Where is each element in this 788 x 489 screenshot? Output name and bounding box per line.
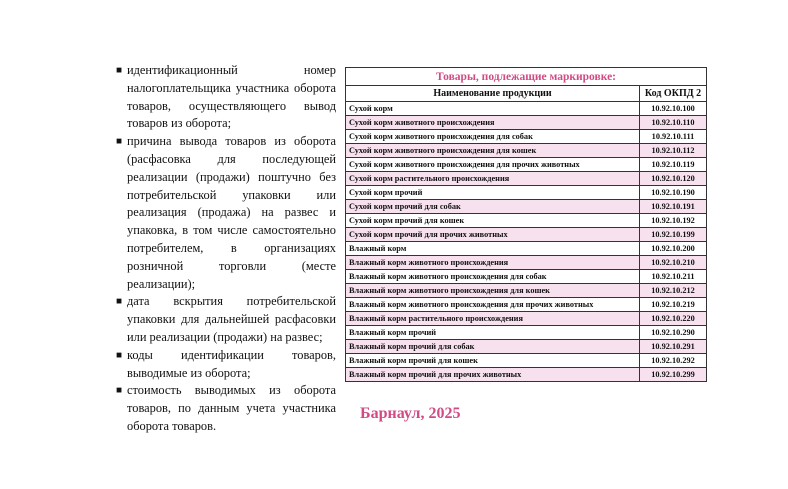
table-title: Товары, подлежащие маркировке: <box>346 68 707 86</box>
table-row <box>346 116 707 130</box>
table-row <box>346 312 707 326</box>
product-name-cell: Сухой корм животного происхождения для собак <box>346 130 640 144</box>
bullet-icon: ■ <box>116 349 123 361</box>
marking-table-block <box>345 67 707 382</box>
bullet-icon: ■ <box>116 136 123 148</box>
okpd-code-cell: 10.92.10.110 <box>640 116 707 130</box>
product-name-cell: Влажный корм прочий для прочих животных <box>346 368 640 382</box>
product-name-cell: Влажный корм растительного происхождения <box>346 312 640 326</box>
column-header-code: Код ОКПД 2 <box>640 86 707 102</box>
requirements-list <box>116 62 336 436</box>
okpd-code-cell: 10.92.10.190 <box>640 186 707 200</box>
product-name-cell: Сухой корм животного происхождения для кошек <box>346 144 640 158</box>
product-name-cell: Влажный корм прочий <box>346 326 640 340</box>
okpd-code-cell: 10.92.10.200 <box>640 242 707 256</box>
okpd-code-cell: 10.92.10.111 <box>640 130 707 144</box>
table-row <box>346 172 707 186</box>
list-item: ■ идентификационный номер налогоплательщика участника оборота товаров, осуществляющего вывод товаров из оборота; <box>116 63 336 131</box>
okpd-code-cell: 10.92.10.290 <box>640 326 707 340</box>
okpd-code-cell: 10.92.10.112 <box>640 144 707 158</box>
footer-city-year: Барнаул, 2025 <box>360 405 461 422</box>
table-row <box>346 200 707 214</box>
table-row <box>346 298 707 312</box>
okpd-code-cell: 10.92.10.120 <box>640 172 707 186</box>
bullet-icon: ■ <box>116 65 123 76</box>
table-row <box>346 144 707 158</box>
product-name-cell: Сухой корм прочий для собак <box>346 200 640 214</box>
okpd-code-cell: 10.92.10.211 <box>640 270 707 284</box>
table-row <box>346 326 707 340</box>
table-row <box>346 102 707 116</box>
okpd-code-cell: 10.92.10.219 <box>640 298 707 312</box>
table-row <box>346 284 707 298</box>
okpd-code-cell: 10.92.10.220 <box>640 312 707 326</box>
table-row <box>346 354 707 368</box>
table-body <box>346 102 707 382</box>
product-name-cell: Влажный корм животного происхождения для кошек <box>346 284 640 298</box>
product-name-cell: Влажный корм <box>346 242 640 256</box>
product-name-cell: Сухой корм прочий для прочих животных <box>346 228 640 242</box>
okpd-code-cell: 10.92.10.199 <box>640 228 707 242</box>
okpd-code-cell: 10.92.10.212 <box>640 284 707 298</box>
table-row <box>346 214 707 228</box>
product-name-cell: Влажный корм животного происхождения для собак <box>346 270 640 284</box>
table-row <box>346 270 707 284</box>
requirements-list-block <box>116 62 336 436</box>
list-item: ■ коды идентификации товаров, выводимые из оборота; <box>116 347 336 380</box>
okpd-code-cell: 10.92.10.192 <box>640 214 707 228</box>
table-row <box>346 130 707 144</box>
table-row <box>346 228 707 242</box>
okpd-code-cell: 10.92.10.119 <box>640 158 707 172</box>
product-name-cell: Влажный корм животного происхождения <box>346 256 640 270</box>
list-item: ■ стоимость выводимых из оборота товаров, по данным учета участника оборота товаров. <box>116 383 336 433</box>
product-name-cell: Сухой корм <box>346 102 640 116</box>
table-row <box>346 340 707 354</box>
table-row <box>346 242 707 256</box>
table-title-row <box>346 68 707 86</box>
table-row <box>346 256 707 270</box>
bullet-icon: ■ <box>116 385 123 397</box>
column-header-name: Наименование продукции <box>346 86 640 102</box>
list-item: ■ причина вывода товаров из оборота (расфасовка для последующей реализации (продажи) поштучно без потребительской упаковки или реализация (продажа) на развес и упаковка, в том числе самостоятельно потребителем, в организациях розничной торговли (месте реализации); <box>116 134 336 291</box>
okpd-code-cell: 10.92.10.292 <box>640 354 707 368</box>
okpd-code-cell: 10.92.10.210 <box>640 256 707 270</box>
marking-table <box>345 67 707 382</box>
okpd-code-cell: 10.92.10.191 <box>640 200 707 214</box>
bullet-icon: ■ <box>116 296 123 308</box>
product-name-cell: Сухой корм животного происхождения <box>346 116 640 130</box>
product-name-cell: Сухой корм прочий для кошек <box>346 214 640 228</box>
okpd-code-cell: 10.92.10.299 <box>640 368 707 382</box>
product-name-cell: Влажный корм животного происхождения для прочих животных <box>346 298 640 312</box>
table-header-row <box>346 86 707 102</box>
product-name-cell: Влажный корм прочий для собак <box>346 340 640 354</box>
table-row <box>346 368 707 382</box>
table-row <box>346 186 707 200</box>
product-name-cell: Сухой корм прочий <box>346 186 640 200</box>
table-row <box>346 158 707 172</box>
product-name-cell: Сухой корм животного происхождения для прочих животных <box>346 158 640 172</box>
list-item: ■ дата вскрытия потребительской упаковки для дальнейшей расфасовки или реализации (продажи) на развес; <box>116 294 336 344</box>
product-name-cell: Сухой корм растительного происхождения <box>346 172 640 186</box>
product-name-cell: Влажный корм прочий для кошек <box>346 354 640 368</box>
okpd-code-cell: 10.92.10.291 <box>640 340 707 354</box>
okpd-code-cell: 10.92.10.100 <box>640 102 707 116</box>
